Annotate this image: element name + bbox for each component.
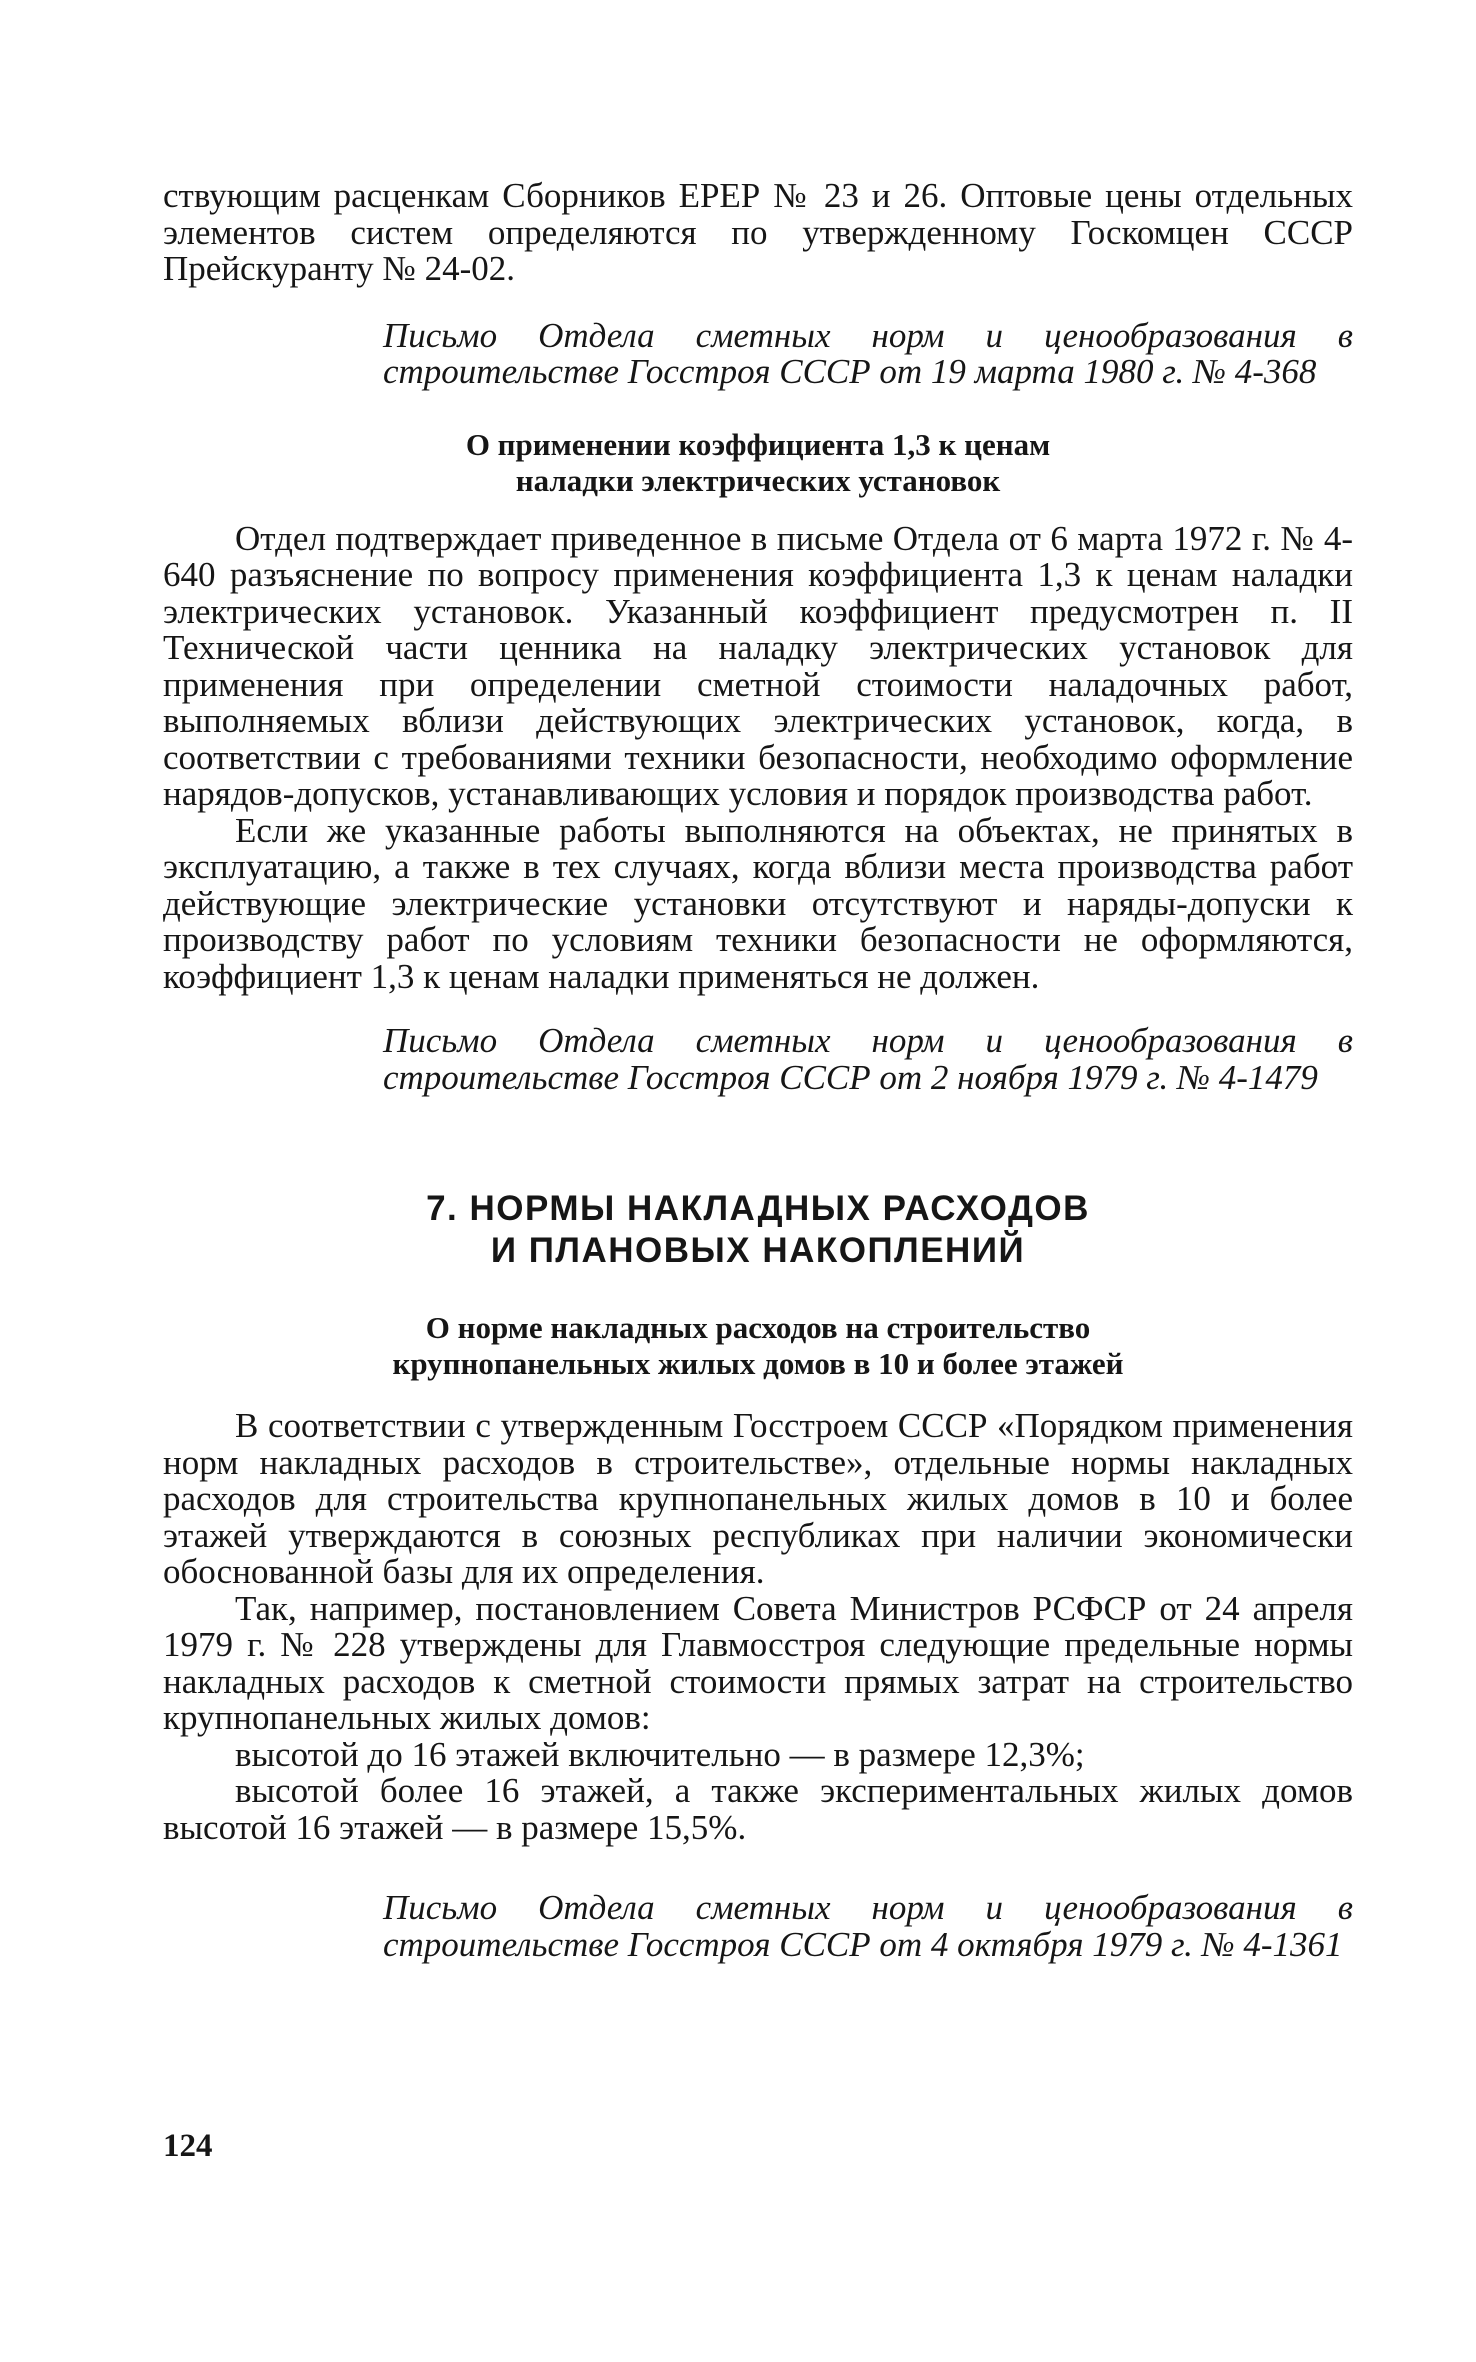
article-2-heading-line-1: О норме накладных расходов на строительство	[425, 1310, 1091, 1345]
article-1-heading	[163, 427, 1353, 499]
page-number: 124	[163, 2128, 213, 2164]
section-7-title-line-2: И ПЛАНОВЫХ НАКОПЛЕНИЙ	[490, 1231, 1026, 1270]
opening-paragraph: ствующим расценкам Сборников ЕРЕР № 23 и 26. Оптовые цены отдельных элементов систем определяются по утвержденному Госкомцен СССР Прейскуранту № 24-02.	[163, 176, 1353, 288]
article-2-paragraph-2: Так, например, постановлением Совета Министров РСФСР от 24 апреля 1979 г. № 228 утверждены для Главмосстроя следующие предельные нормы накладных расходов к сметной стоимости прямых затрат на строительство крупнопанельных жилых домов:	[163, 1588, 1353, 1737]
article-2-heading-line-2: крупнопанельных жилых домов в 10 и более этажей	[392, 1346, 1124, 1381]
article-2-paragraph-1: В соответствии с утвержденным Госстроем СССР «Порядком применения норм накладных расходов в строительстве», отдельные нормы накладных расходов для строительства крупнопанельных жилых домов в 10 и более этажей утверждаются в союзных республиках при наличии экономически обоснованной базы для их определения.	[163, 1406, 1353, 1591]
article-1-paragraph-2: Если же указанные работы выполняются на объектах, не принятых в эксплуатацию, а также в тех случаях, когда вблизи места производства работ действующие электрические установки отсутствуют и наряды-допуски к производству работ по условиям техники безопасности не оформляются, коэффициент 1,3 к ценам наладки применяться не должен.	[163, 810, 1353, 996]
section-7-title-line-1: 7. НОРМЫ НАКЛАДНЫХ РАСХОДОВ	[426, 1189, 1090, 1228]
article-1-heading-line-2: наладки электрических установок	[515, 462, 1001, 498]
article-1-heading-line-1: О применении коэффициента 1,3 к ценам	[465, 426, 1051, 462]
letter-citation-3: Письмо Отдела сметных норм и ценообразования в строительстве Госстроя СССР от 4 октября 1979 г. № 4-1361	[383, 1888, 1353, 1964]
article-2-list-item-1: высотой до 16 этажей включительно — в размере 12,3%;	[235, 1734, 1085, 1774]
article-2-list-item-2: высотой более 16 этажей, а также экспериментальных жилых домов высотой 16 этажей — в размере 15,5%.	[163, 1771, 1353, 1847]
letter-citation-1: Письмо Отдела сметных норм и ценообразования в строительстве Госстроя СССР от 19 марта 1980 г. № 4-368	[383, 315, 1353, 391]
document-page	[163, 178, 1353, 1963]
letter-citation-2: Письмо Отдела сметных норм и ценообразования в строительстве Госстроя СССР от 2 ноября 1979 г. № 4-1479	[383, 1021, 1353, 1097]
article-2-heading	[163, 1310, 1353, 1382]
section-7-title	[163, 1188, 1353, 1272]
article-1-paragraph-1: Отдел подтверждает приведенное в письме Отдела от 6 марта 1972 г. № 4-640 разъяснение по вопросу применения коэффициента 1,3 к ценам наладки электрических установок. Указанный коэффициент предусмотрен п. II Технической части ценника на наладку электрических установок для применения при определении сметной стоимости наладочных работ, выполняемых вблизи действующих электрических установок, когда, в соответствии с требованиями техники безопасности, необходимо оформление нарядов-допусков, устанавливающих условия и порядок производства работ.	[163, 518, 1353, 813]
